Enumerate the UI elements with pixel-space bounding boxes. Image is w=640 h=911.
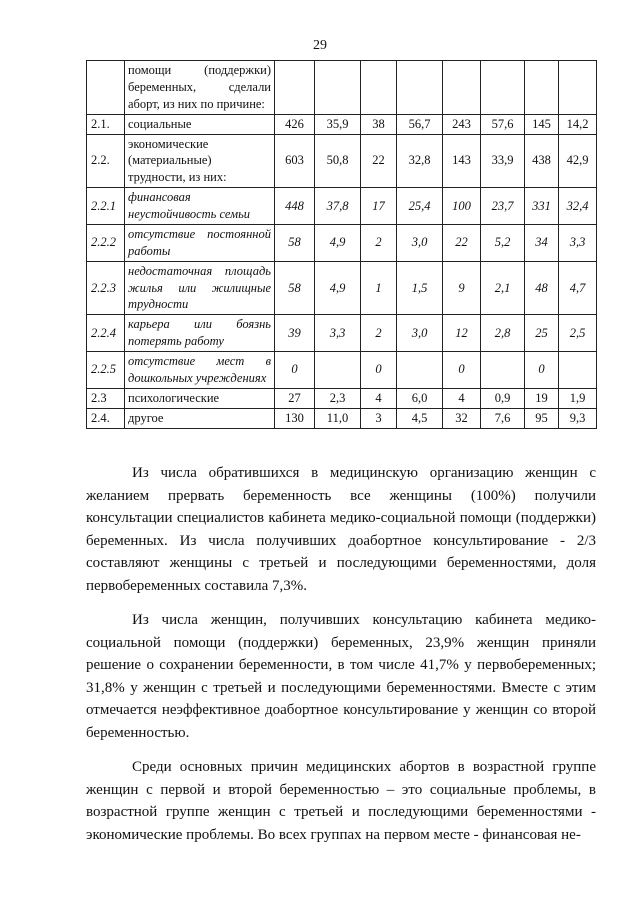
table-cell: 2: [361, 224, 397, 261]
paragraph: Из числа женщин, получивших консультацию кабинета медико-социальной помощи (поддержки) беременных, 23,9% женщин приняли решение о сохранении беременности, в том числе 41,7% у первобеременных; 31,8% у женщин с третьей и последующими беременностями. Вместе с этим отмечается неэффективное доабортное консультирование у женщин со второй беременностью.: [86, 612, 596, 741]
table-cell: 145: [525, 114, 559, 134]
table-row: [87, 188, 597, 225]
table-cell: 603: [275, 134, 315, 188]
table-cell: 1: [361, 261, 397, 315]
table-cell: 42,9: [559, 134, 597, 188]
table-cell: 0: [275, 352, 315, 389]
paragraph: Среди основных причин медицинских абортов в возрастной группе женщин с первой и второй беременностью – это социальные проблемы, в возрастной группе женщин с третьей и последующими беременностями - экономические проблемы. Во всех группах на первом месте - финансовая не-: [86, 759, 596, 843]
table-row: [87, 352, 597, 389]
body-text: [86, 462, 596, 858]
table-cell: [397, 61, 443, 115]
table-cell: 448: [275, 188, 315, 225]
table-cell: 1,5: [397, 261, 443, 315]
row-code: 2.3: [87, 388, 125, 408]
table-cell: 50,8: [315, 134, 361, 188]
table-cell: [481, 61, 525, 115]
table-cell: [275, 61, 315, 115]
table-cell: 33,9: [481, 134, 525, 188]
table-cell: 2,5: [559, 315, 597, 352]
row-code: 2.2.5: [87, 352, 125, 389]
row-label: карьера или боязнь потерять работу: [125, 315, 275, 352]
table-cell: 12: [443, 315, 481, 352]
table-cell: 4,9: [315, 224, 361, 261]
table-cell: 95: [525, 408, 559, 428]
table-cell: 14,2: [559, 114, 597, 134]
table-cell: 3,3: [559, 224, 597, 261]
table-cell: 143: [443, 134, 481, 188]
row-code: 2.2.: [87, 134, 125, 188]
table-cell: 3,0: [397, 224, 443, 261]
table-cell: 58: [275, 261, 315, 315]
row-code: 2.4.: [87, 408, 125, 428]
table-row: [87, 61, 597, 115]
table-cell: [315, 61, 361, 115]
row-code: 2.2.3: [87, 261, 125, 315]
table-cell: 3: [361, 408, 397, 428]
table-cell: 331: [525, 188, 559, 225]
table-row: [87, 388, 597, 408]
row-label: другое: [125, 408, 275, 428]
table-cell: 11,0: [315, 408, 361, 428]
table-row: [87, 408, 597, 428]
table-cell: 9,3: [559, 408, 597, 428]
table-cell: 0: [361, 352, 397, 389]
row-label: отсутствие мест в дошкольных учреждениях: [125, 352, 275, 389]
table-cell: 2,1: [481, 261, 525, 315]
row-label: недостаточная площадь жилья или жилищные трудности: [125, 261, 275, 315]
table-cell: 39: [275, 315, 315, 352]
table-cell: 7,6: [481, 408, 525, 428]
table-cell: [397, 352, 443, 389]
table-cell: [315, 352, 361, 389]
table-cell: 27: [275, 388, 315, 408]
table-row: [87, 315, 597, 352]
table-body: [87, 61, 597, 429]
row-code: 2.1.: [87, 114, 125, 134]
table-cell: 32: [443, 408, 481, 428]
table-cell: 1,9: [559, 388, 597, 408]
row-code: 2.2.4: [87, 315, 125, 352]
table-cell: 4,7: [559, 261, 597, 315]
table-cell: [481, 352, 525, 389]
table-cell: 58: [275, 224, 315, 261]
table-cell: 22: [443, 224, 481, 261]
table-cell: 3,0: [397, 315, 443, 352]
table-cell: [525, 61, 559, 115]
table-cell: 25: [525, 315, 559, 352]
table-row: [87, 224, 597, 261]
table-cell: 6,0: [397, 388, 443, 408]
table-cell: [559, 61, 597, 115]
table-cell: 38: [361, 114, 397, 134]
table-cell: 25,4: [397, 188, 443, 225]
row-code: 2.2.2: [87, 224, 125, 261]
row-code: 2.2.1: [87, 188, 125, 225]
table-cell: 438: [525, 134, 559, 188]
table-cell: 0,9: [481, 388, 525, 408]
row-label: отсутствие постоянной работы: [125, 224, 275, 261]
table-cell: 32,4: [559, 188, 597, 225]
table-cell: 3,3: [315, 315, 361, 352]
page-number: 29: [313, 38, 327, 53]
table-cell: 32,8: [397, 134, 443, 188]
table-cell: 4,5: [397, 408, 443, 428]
table-cell: 2,3: [315, 388, 361, 408]
table-cell: 34: [525, 224, 559, 261]
table-cell: 243: [443, 114, 481, 134]
row-label: социальные: [125, 114, 275, 134]
table-cell: 22: [361, 134, 397, 188]
table-row: [87, 134, 597, 188]
table-cell: 0: [525, 352, 559, 389]
table-row: [87, 114, 597, 134]
row-label: экономические (материальные) трудности, из них:: [125, 134, 275, 188]
data-table: [86, 60, 597, 429]
table-cell: [559, 352, 597, 389]
table-cell: 35,9: [315, 114, 361, 134]
table-cell: [443, 61, 481, 115]
table-cell: 37,8: [315, 188, 361, 225]
row-label: помощи (поддержки) беременных, сделали аборт, из них по причине:: [125, 61, 275, 115]
table-cell: 19: [525, 388, 559, 408]
table-cell: 2,8: [481, 315, 525, 352]
row-code: [87, 61, 125, 115]
table-cell: [361, 61, 397, 115]
table-cell: 17: [361, 188, 397, 225]
table-cell: 57,6: [481, 114, 525, 134]
table-cell: 48: [525, 261, 559, 315]
table-cell: 5,2: [481, 224, 525, 261]
table-cell: 9: [443, 261, 481, 315]
table-row: [87, 261, 597, 315]
row-label: психологические: [125, 388, 275, 408]
table-cell: 130: [275, 408, 315, 428]
table-cell: 23,7: [481, 188, 525, 225]
row-label: финансовая неустойчивость семьи: [125, 188, 275, 225]
table-cell: 2: [361, 315, 397, 352]
table-cell: 4,9: [315, 261, 361, 315]
table-cell: 426: [275, 114, 315, 134]
table-cell: 4: [443, 388, 481, 408]
table-cell: 100: [443, 188, 481, 225]
table-cell: 0: [443, 352, 481, 389]
paragraph: Из числа обратившихся в медицинскую организацию женщин с желанием прервать беременность все женщины (100%) получили консультации специалистов кабинета медико-социальной помощи (поддержки) беременных. Из числа получивших доабортное консультирование - 2/3 составляют женщины с третьей и последующими беременностями, доля первобеременных составила 7,3%.: [86, 465, 596, 594]
table-cell: 56,7: [397, 114, 443, 134]
table-cell: 4: [361, 388, 397, 408]
